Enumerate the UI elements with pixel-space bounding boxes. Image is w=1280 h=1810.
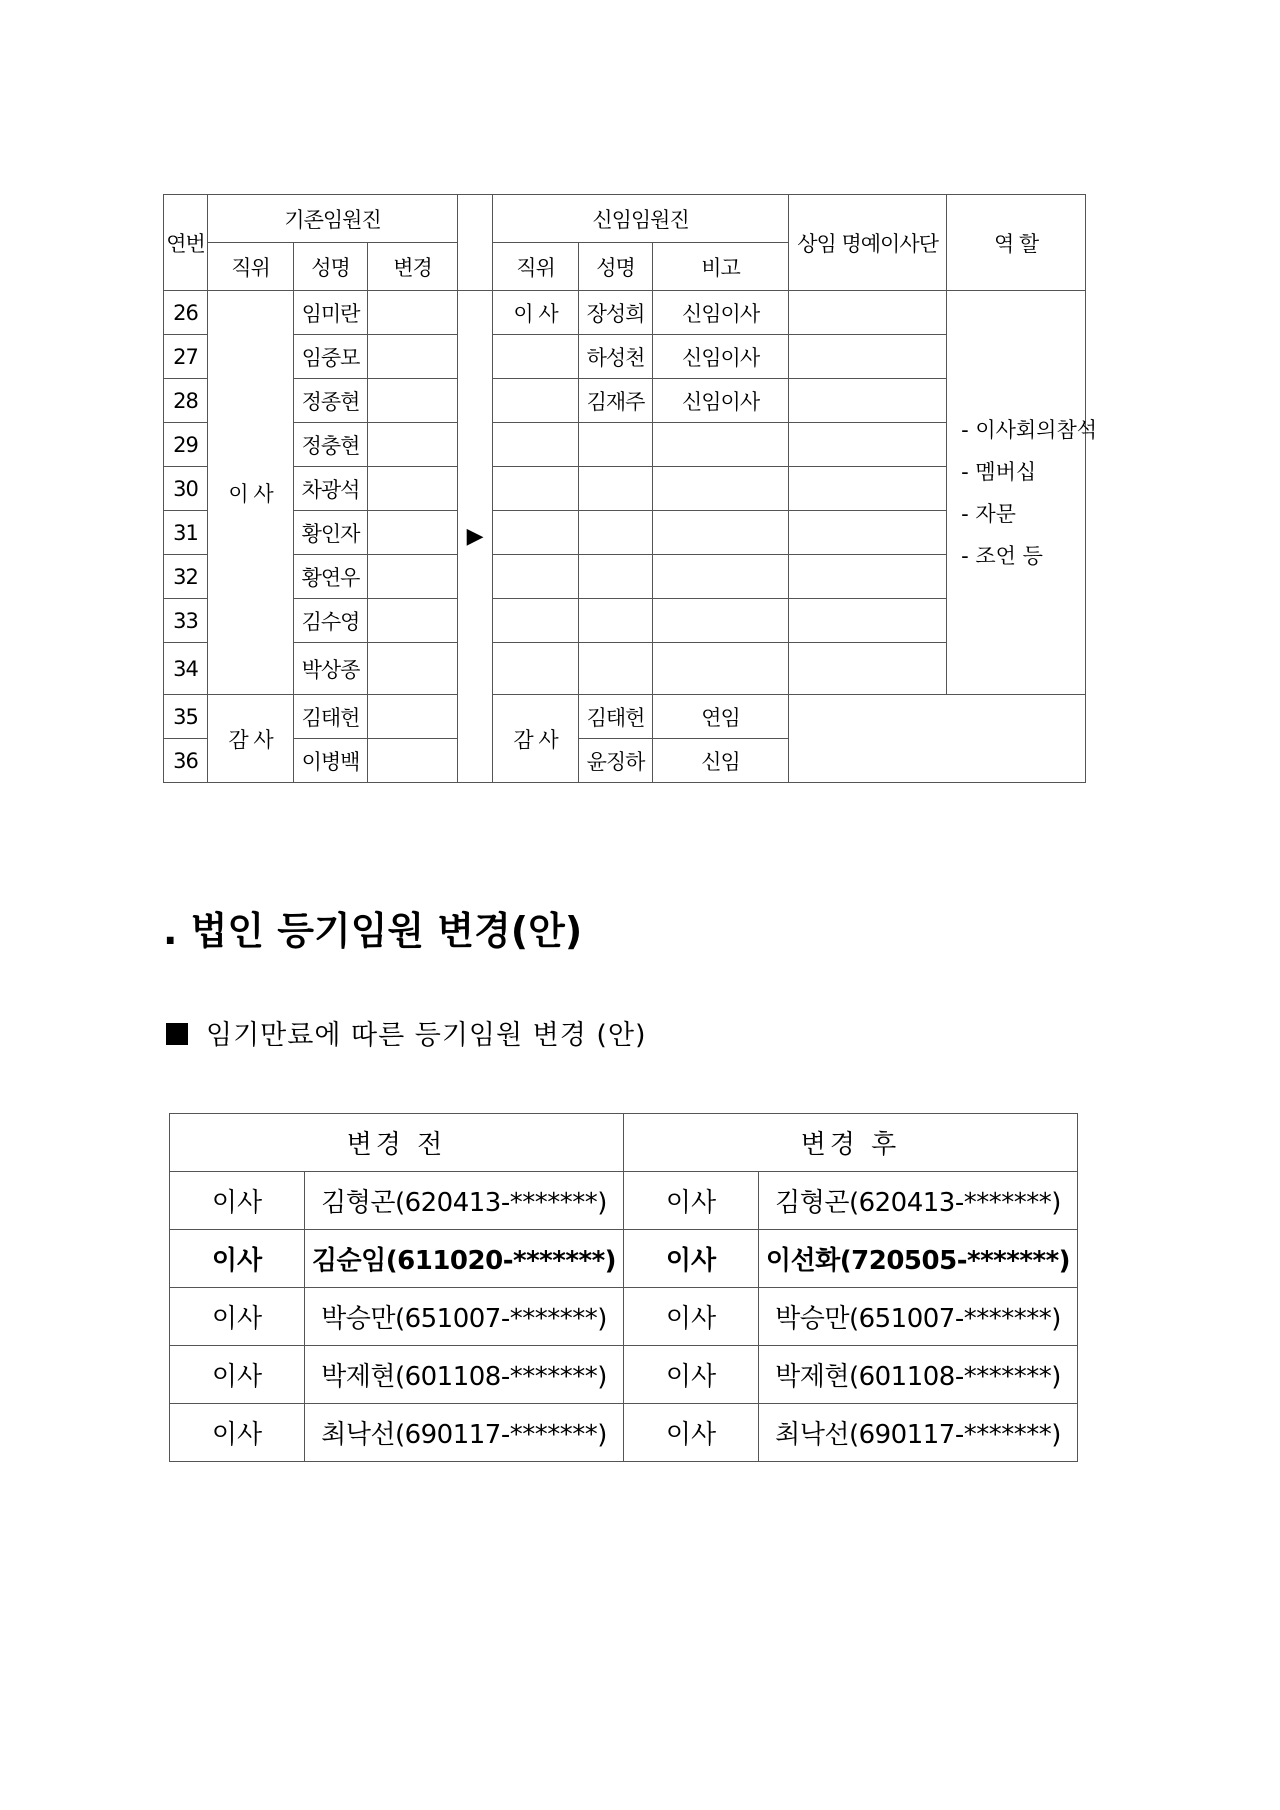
header-role: 역 할 [947,195,1086,291]
arrow-icon: ▶ [458,291,493,783]
subheader-position: 직위 [208,243,294,291]
row-new-position [493,511,579,555]
row-no: 35 [164,695,208,739]
row-note: 신임 [653,739,789,783]
position-before: 이사 [170,1346,305,1404]
position-before: 이사 [170,1172,305,1230]
row-new-position [493,467,579,511]
auditor-blank-cell [789,695,1086,783]
row-new-position [493,643,579,695]
officer-before: 박승만(651007-*******) [305,1288,624,1346]
row-change [368,423,458,467]
row-note: 신임이사 [653,335,789,379]
row-new-name: 장성희 [579,291,653,335]
row-no: 27 [164,335,208,379]
subheader-name-new: 성명 [579,243,653,291]
row-no: 29 [164,423,208,467]
row-new-name [579,511,653,555]
row-new-name: 윤징하 [579,739,653,783]
row-new-position [493,379,579,423]
new-position-auditor: 감 사 [493,695,579,783]
row-change [368,695,458,739]
header-new-officers: 신임임원진 [493,195,789,243]
header-after: 변경 후 [624,1114,1078,1172]
row-change [368,467,458,511]
row-new-name [579,555,653,599]
row-note [653,643,789,695]
row-note: 연임 [653,695,789,739]
subheader-position-new: 직위 [493,243,579,291]
row-name: 김태헌 [294,695,368,739]
officer-after: 최낙선(690117-*******) [759,1404,1078,1462]
row-no: 26 [164,291,208,335]
row-no: 31 [164,511,208,555]
table-row [170,1172,1078,1230]
section-heading: . 법인 등기임원 변경(안) [163,909,583,953]
subheader-name: 성명 [294,243,368,291]
row-honorary [789,423,947,467]
header-existing-officers: 기존임원진 [208,195,458,243]
row-no: 32 [164,555,208,599]
row-honorary [789,379,947,423]
row-new-position [493,335,579,379]
subheading-text: 임기만료에 따른 등기임원 변경 (안) [206,1020,647,1051]
row-honorary [789,643,947,695]
row-change [368,555,458,599]
header-honorary-board: 상임 명예이사단 [789,195,947,291]
row-change [368,379,458,423]
row-note: 신임이사 [653,291,789,335]
officer-roster-table [163,194,1098,783]
officer-before: 박제현(601108-*******) [305,1346,624,1404]
row-no: 33 [164,599,208,643]
row-new-position [493,599,579,643]
role-item: - 멤버십 [961,459,1037,484]
row-change [368,739,458,783]
row-new-name: 하성천 [579,335,653,379]
row-new-name [579,643,653,695]
role-item: - 이사회의참석 [961,417,1098,442]
row-name: 황인자 [294,511,368,555]
row-change [368,335,458,379]
role-item: - 자문 [961,501,1016,526]
row-name: 김수영 [294,599,368,643]
row-honorary [789,555,947,599]
row-no: 28 [164,379,208,423]
table-row [170,1404,1078,1462]
square-bullet-icon [166,1023,188,1045]
position-before: 이사 [170,1404,305,1462]
officer-after: 박제현(601108-*******) [759,1346,1078,1404]
row-note [653,423,789,467]
row-honorary [789,599,947,643]
row-change [368,599,458,643]
section-subheading [166,1013,647,1052]
row-change [368,511,458,555]
header-no: 연번 [164,195,208,291]
row-new-position [493,423,579,467]
row-new-name [579,467,653,511]
registered-officer-change-table [169,1113,1078,1462]
subheader-note: 비고 [653,243,789,291]
position-after: 이사 [624,1230,759,1288]
table-row [164,291,1086,335]
row-name: 정충현 [294,423,368,467]
row-name: 황연우 [294,555,368,599]
position-after: 이사 [624,1288,759,1346]
row-note: 신임이사 [653,379,789,423]
row-new-name [579,423,653,467]
officer-before: 최낙선(690117-*******) [305,1404,624,1462]
row-change [368,643,458,695]
table-row [170,1346,1078,1404]
row-note [653,511,789,555]
role-item: - 조언 등 [961,543,1043,568]
position-after: 이사 [624,1346,759,1404]
officer-after: 김형곤(620413-*******) [759,1172,1078,1230]
role-list [947,291,1098,695]
header-before: 변경 전 [170,1114,624,1172]
position-auditor: 감 사 [208,695,294,783]
position-before: 이사 [170,1288,305,1346]
row-name: 이병백 [294,739,368,783]
row-name: 박상종 [294,643,368,695]
table-row [164,695,1086,739]
row-change [368,291,458,335]
row-no: 34 [164,643,208,695]
officer-before: 김형곤(620413-*******) [305,1172,624,1230]
row-new-name [579,599,653,643]
row-name: 임미란 [294,291,368,335]
row-name: 차광석 [294,467,368,511]
position-after: 이사 [624,1172,759,1230]
row-name: 정종현 [294,379,368,423]
row-note [653,467,789,511]
row-note [653,555,789,599]
row-new-name: 김태헌 [579,695,653,739]
new-position-director: 이 사 [493,291,579,335]
row-honorary [789,511,947,555]
position-director: 이 사 [208,291,294,695]
row-no: 36 [164,739,208,783]
row-no: 30 [164,467,208,511]
position-before: 이사 [170,1230,305,1288]
position-after: 이사 [624,1404,759,1462]
row-new-name: 김재주 [579,379,653,423]
row-name: 임중모 [294,335,368,379]
officer-after: 이선화(720505-*******) [759,1230,1078,1288]
officer-after: 박승만(651007-*******) [759,1288,1078,1346]
header-arrow-spacer [458,195,493,291]
row-honorary [789,335,947,379]
row-new-position [493,555,579,599]
table-row [170,1230,1078,1288]
row-honorary [789,291,947,335]
table-row [170,1288,1078,1346]
officer-before: 김순임(611020-*******) [305,1230,624,1288]
row-honorary [789,467,947,511]
subheader-change: 변경 [368,243,458,291]
row-note [653,599,789,643]
